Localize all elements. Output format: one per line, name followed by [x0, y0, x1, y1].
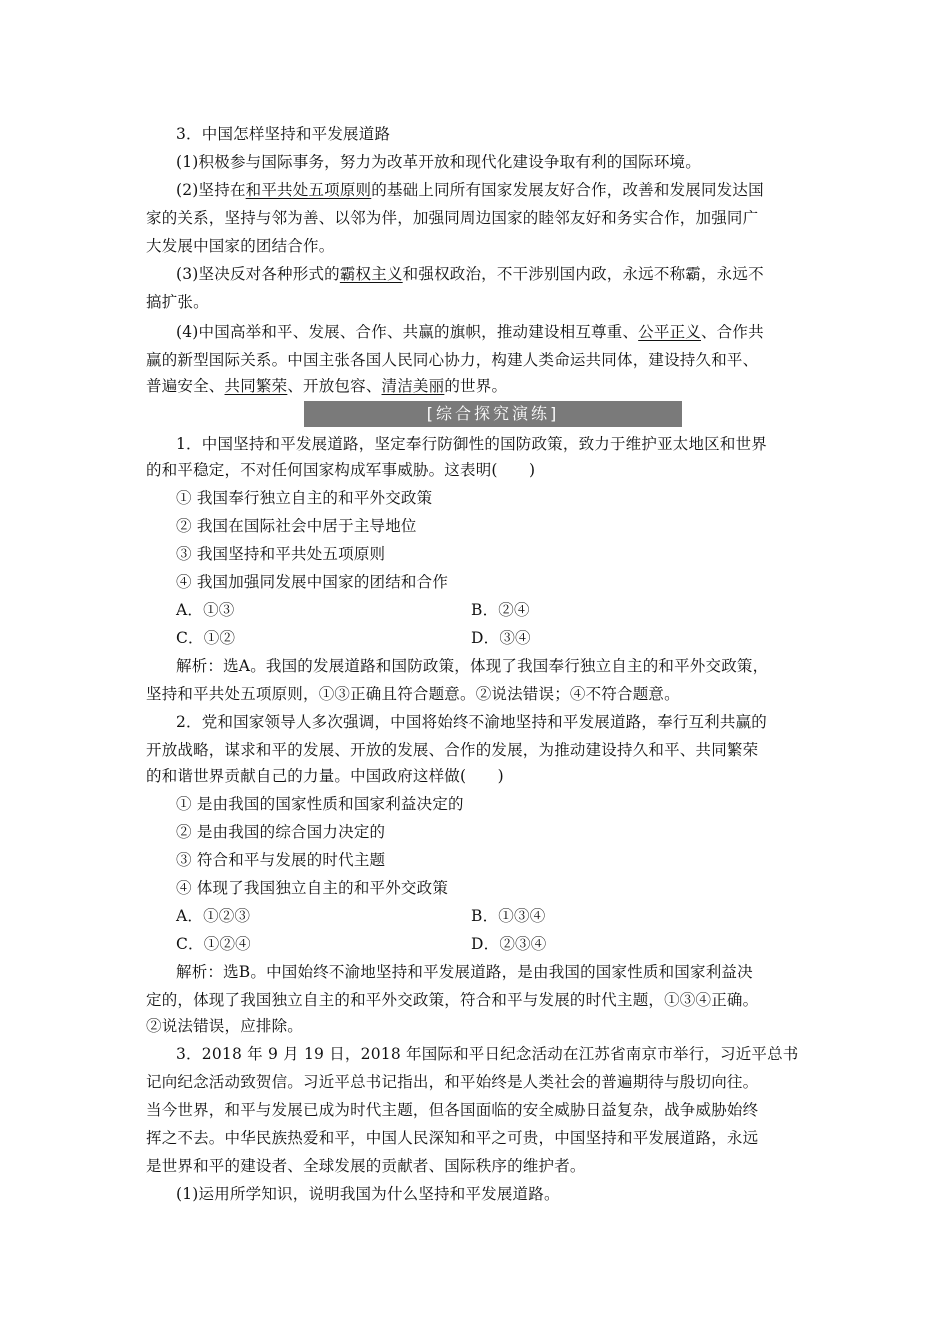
section-banner: [综合探究演练]: [304, 401, 682, 427]
paragraph-4-line-2: 赢的新型国际关系。中国主张各国人民同心协力，构建人类命运共同体，建设持久和平、: [146, 351, 759, 369]
q3-subquestion-1: (1)运用所学知识，说明我国为什么坚持和平发展道路。: [176, 1185, 560, 1203]
q2-choice-a: A．①②③: [176, 907, 251, 925]
q3-stem-line-5: 是世界和平的建设者、全球发展的贡献者、国际秩序的维护者。: [146, 1157, 586, 1175]
q2-statement-2: ② 是由我国的综合国力决定的: [176, 823, 386, 841]
q1-analysis-line-1: 解析：选A。我国的发展道路和国防政策，体现了我国奉行独立自主的和平外交政策，: [176, 657, 769, 675]
q2-analysis-line-1: 解析：选B。中国始终不渝地坚持和平发展道路，是由我国的国家性质和国家利益决: [176, 963, 753, 981]
paragraph-2-line-1: (2)坚持在和平共处五项原则的基础上同所有国家发展友好合作，改善和发展同发达国: [176, 181, 764, 199]
q1-statement-3: ③ 我国坚持和平共处五项原则: [176, 545, 386, 563]
paragraph-4-line-1: (4)中国高举和平、发展、合作、共赢的旗帜，推动建设相互尊重、公平正义、合作共: [176, 323, 764, 341]
q2-analysis-line-3: ②说法错误，应排除。: [146, 1017, 304, 1035]
underlined-term: 霸权主义: [339, 265, 403, 283]
q1-stem-line-1: 1．中国坚持和平发展道路，坚定奉行防御性的国防政策，致力于维护亚太地区和世界: [176, 435, 767, 453]
q2-stem-line-2: 开放战略，谋求和平的发展、开放的发展、合作的发展，为推动建设持久和平、共同繁荣: [146, 741, 759, 759]
section-heading: 3．中国怎样坚持和平发展道路: [176, 125, 391, 143]
q1-statement-1: ① 我国奉行独立自主的和平外交政策: [176, 489, 433, 507]
underlined-term: 公平正义: [638, 323, 701, 341]
q2-choice-c: C．①②④: [176, 935, 251, 953]
paragraph-1: (1)积极参与国际事务，努力为改革开放和现代化建设争取有利的国际环境。: [176, 153, 701, 171]
underlined-term: 和平共处五项原则: [245, 181, 372, 199]
q1-stem-line-2: 的和平稳定，不对任何国家构成军事威胁。这表明( ): [146, 461, 536, 479]
q2-stem-line-3: 的和谐世界贡献自己的力量。中国政府这样做( ): [146, 767, 504, 785]
underlined-term: 清洁美丽: [381, 377, 445, 395]
paragraph-3-line-2: 搞扩张。: [146, 293, 209, 311]
q1-statement-2: ② 我国在国际社会中居于主导地位: [176, 517, 417, 535]
q3-stem-line-1: 3．2018 年 9 月 19 日，2018 年国际和平日纪念活动在江苏省南京市举行，习近平总书: [176, 1045, 799, 1063]
q1-choice-c: C．①②: [176, 629, 236, 647]
paragraph-2-line-2: 家的关系，坚持与邻为善、以邻为伴，加强同周边国家的睦邻友好和务实合作，加强同广: [146, 209, 759, 227]
q1-analysis-line-2: 坚持和平共处五项原则，①③正确且符合题意。②说法错误；④不符合题意。: [146, 685, 680, 703]
q1-statement-4: ④ 我国加强同发展中国家的团结和合作: [176, 573, 449, 591]
paragraph-3-line-1: (3)坚决反对各种形式的霸权主义和强权政治，不干涉别国内政，永远不称霸，永远不: [176, 265, 764, 283]
underlined-term: 共同繁荣: [224, 377, 288, 395]
q3-stem-line-4: 挥之不去。中华民族热爱和平，中国人民深知和平之可贵，中国坚持和平发展道路，永远: [146, 1129, 759, 1147]
q3-stem-line-3: 当今世界，和平与发展已成为时代主题，但各国面临的安全威胁日益复杂，战争威胁始终: [146, 1101, 759, 1119]
q2-analysis-line-2: 定的，体现了我国独立自主的和平外交政策，符合和平与发展的时代主题，①③④正确。: [146, 991, 759, 1009]
q2-statement-4: ④ 体现了我国独立自主的和平外交政策: [176, 879, 449, 897]
q2-choice-b: B．①③④: [471, 907, 546, 925]
q2-choice-d: D．②③④: [471, 935, 547, 953]
paragraph-4-line-3: 普遍安全、共同繁荣、开放包容、清洁美丽的世界。: [146, 377, 508, 395]
q2-stem-line-1: 2．党和国家领导人多次强调，中国将始终不渝地坚持和平发展道路，奉行互利共赢的: [176, 713, 767, 731]
q2-statement-1: ① 是由我国的国家性质和国家利益决定的: [176, 795, 464, 813]
q2-statement-3: ③ 符合和平与发展的时代主题: [176, 851, 386, 869]
q1-choice-d: D．③④: [471, 629, 531, 647]
q1-choice-b: B．②④: [471, 601, 530, 619]
q1-choice-a: A．①③: [176, 601, 235, 619]
paragraph-2-line-3: 大发展中国家的团结合作。: [146, 237, 335, 255]
q3-stem-line-2: 记向纪念活动致贺信。习近平总书记指出，和平始终是人类社会的普遍期待与殷切向往。: [146, 1073, 759, 1091]
